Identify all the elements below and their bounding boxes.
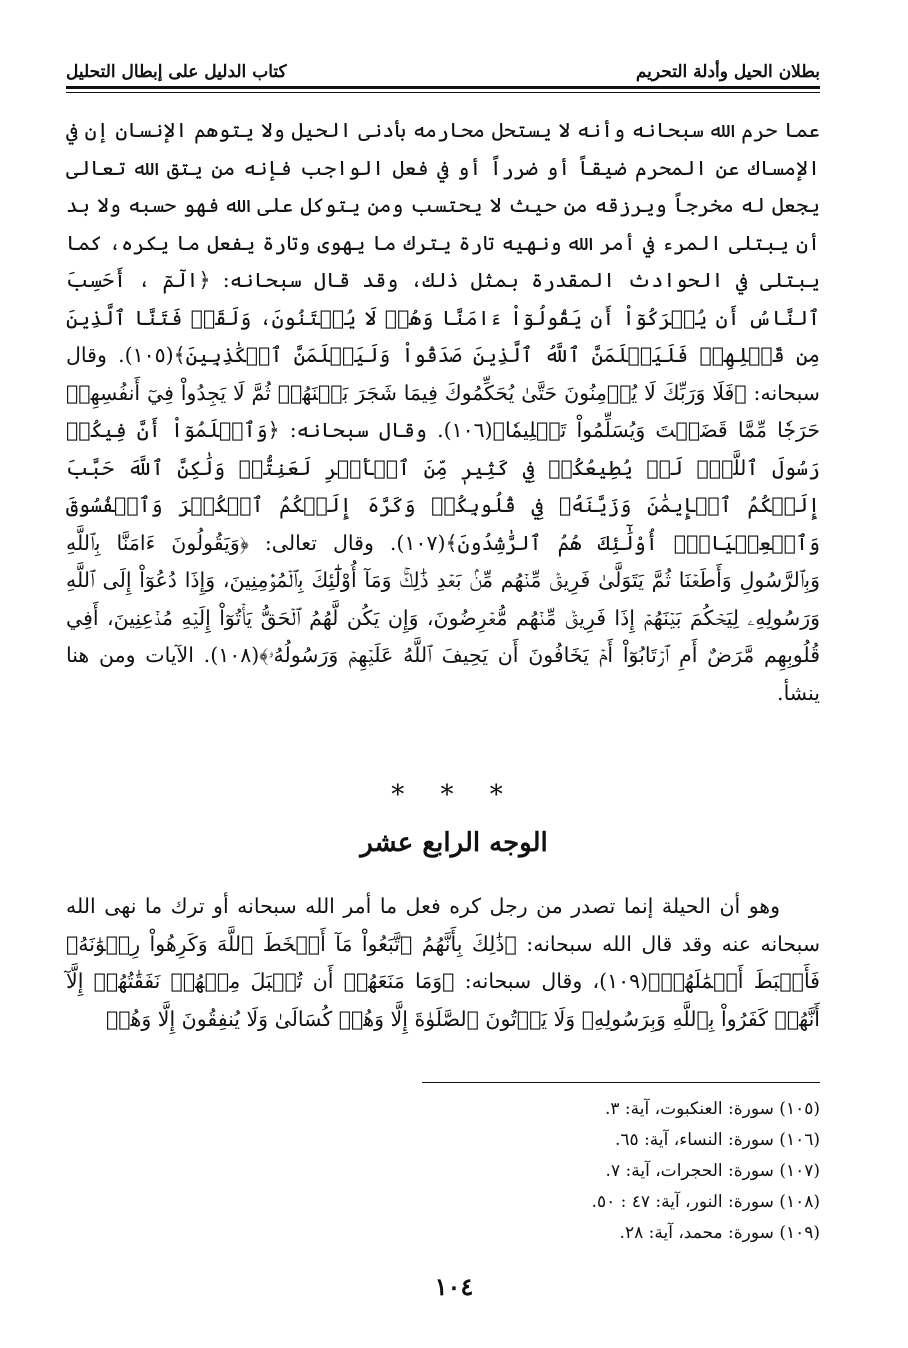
footnote-rule (422, 1082, 820, 1083)
main-text (66, 112, 820, 712)
chapter-title: كتاب الدليل على إبطال التحليل (66, 62, 287, 82)
section-text (66, 888, 820, 1038)
section-paragraph: وهو أن الحيلة إنما تصدر من رجل كره فعل ما أمر الله سبحانه أو ترك ما نهى الله سبحانه عنه وقد قال الله سبحانه: ﴿ذَٰلِكَ بِأَنَّهُمُ ٱتَّبَعُواْ مَآ أَسۡخَطَ ٱللَّهَ وَكَرِهُواْ رِضۡوَٰنَهُۥ فَأَحۡبَطَ أَعۡمَٰلَهُمۡ﴾(١٠٩)، وقال سبحانه: ﴿وَمَا مَنَعَهُمۡ أَن تُقۡبَلَ مِنۡهُمۡ نَفَقَٰتُهُمۡ إِلَّآ أَنَّهُمۡ كَفَرُواْ بِٱللَّهِ وَبِرَسُولِهِۦ وَلَا يَأۡتُونَ ٱلصَّلَوٰةَ إِلَّا وَهُمۡ كُسَالَىٰ وَلَا يُنفِقُونَ إِلَّا وَهُمۡ (66, 894, 820, 1031)
footnote-105: (١٠٥) سورة: العنكبوت، آية: ٣. (604, 1099, 820, 1119)
footnotes (300, 1094, 820, 1249)
footnote-107: (١٠٧) سورة: الحجرات، آية: ٧. (605, 1161, 820, 1181)
header-rule-thin (66, 92, 820, 93)
body-paragraph: عما حرم الله سبحانه وأنه لا يستحل محارمه بأدنى الحيل ولا يتوهم الإنسان إن في الإمساك عن المحرم ضيقاً أو ضرراً أو في فعل الواجب فإنه من يتق الله تعالى يجعل له مخرجاً ويرزقه من حيث لا يحتسب ومن يتوكل على الله فهو حسبه ولا بد أن يبتلى المرء في أمر الله ونهيه تارة يترك ما يهوى وتارة يفعل ما يكره، كما يبتلى في الحوادث المقدرة بمثل ذلك، وقد قال سبحانه: ﴿الٓمٓ ، أَحَسِبَ ٱلنَّاسُ أَن يُتۡرَكُوٓاْ أَن يَقُولُوٓاْ ءَامَنَّا وَهُمۡ لَا يُفۡتَنُونَ، وَلَقَدۡ فَتَنَّا ٱلَّذِينَ مِن قَبۡلِهِمۡ فَلَيَعۡلَمَنَّ ٱللَّهُ ٱلَّذِينَ صَدَقُواْ وَلَيَعۡلَمَنَّ ٱلۡكَٰذِبِينَ﴾(١٠٥). وقال سبحانه: ﴿فَلَا وَرَبِّكَ لَا يُؤۡمِنُونَ حَتَّىٰ يُحَكِّمُوكَ فِيمَا شَجَرَ بَيۡنَهُمۡ ثُمَّ لَا يَجِدُواْ فِيٓ أَنفُسِهِمۡ حَرَجٗا مِّمَّا قَضَيۡتَ وَيُسَلِّمُواْ تَسۡلِيمٗا﴾(١٠٦). وقال سبحانه: ﴿وَٱعۡلَمُوٓاْ أَنَّ فِيكُمۡ رَسُولَ ٱللَّهِۚ لَوۡ يُطِيعُكُمۡ فِي كَثِيرٖ مِّنَ ٱلۡأَمۡرِ لَعَنِتُّمۡ وَلَٰكِنَّ ٱللَّهَ حَبَّبَ إِلَيۡكُمُ ٱلۡإِيمَٰنَ وَزَيَّنَهُۥ فِي قُلُوبِكُمۡ وَكَرَّهَ إِلَيۡكُمُ ٱلۡكُفۡرَ وَٱلۡفُسُوقَ وَٱلۡعِصۡيَانَۚ أُوْلَٰٓئِكَ هُمُ ٱلرَّٰشِدُونَ﴾(١٠٧). وقال تعالى: ﴿وَيَقُولُونَ ءَامَنَّا بِٱللَّهِ وَبِٱلرَّسُولِ وَأَطَعۡنَا ثُمَّ يَتَوَلَّىٰ فَرِيقٞ مِّنۡهُم مِّنۢ بَعۡدِ ذَٰلِكَۚ وَمَآ أُوْلَٰٓئِكَ بِٱلۡمُؤۡمِنِينَ، وَإِذَا دُعُوٓاْ إِلَى ٱللَّهِ وَرَسُولِهِۦ لِيَحۡكُمَ بَيۡنَهُمۡ إِذَا فَرِيقٞ مِّنۡهُم مُّعۡرِضُونَ، وَإِن يَكُن لَّهُمُ ٱلۡحَقُّ يَأۡتُوٓاْ إِلَيۡهِ مُذۡعِنِينَ، أَفِي قُلُوبِهِم مَّرَضٌ أَمِ ٱرۡتَابُوٓاْ أَمۡ يَخَافُونَ أَن يَحِيفَ ٱللَّهُ عَلَيۡهِمۡ وَرَسُولُهُۥ﴾(١٠٨). الآيات ومن هنا ينشأ. (66, 118, 820, 705)
section-title: الوجه الرابع عشر (360, 828, 548, 858)
header-rule (66, 86, 820, 89)
footnote-106: (١٠٦) سورة: النساء، آية: ٦٥. (615, 1130, 820, 1150)
running-header (66, 42, 820, 82)
section-separator: * * * (391, 780, 517, 810)
book-title: بطلان الحيل وأدلة التحريم (635, 62, 820, 82)
page-number: ١٠٤ (434, 1272, 474, 1301)
footnote-109: (١٠٩) سورة: محمد، آية: ٢٨. (619, 1223, 820, 1243)
footnote-108: (١٠٨) سورة: النور، آية: ٤٧ : ٥٠. (591, 1192, 820, 1212)
